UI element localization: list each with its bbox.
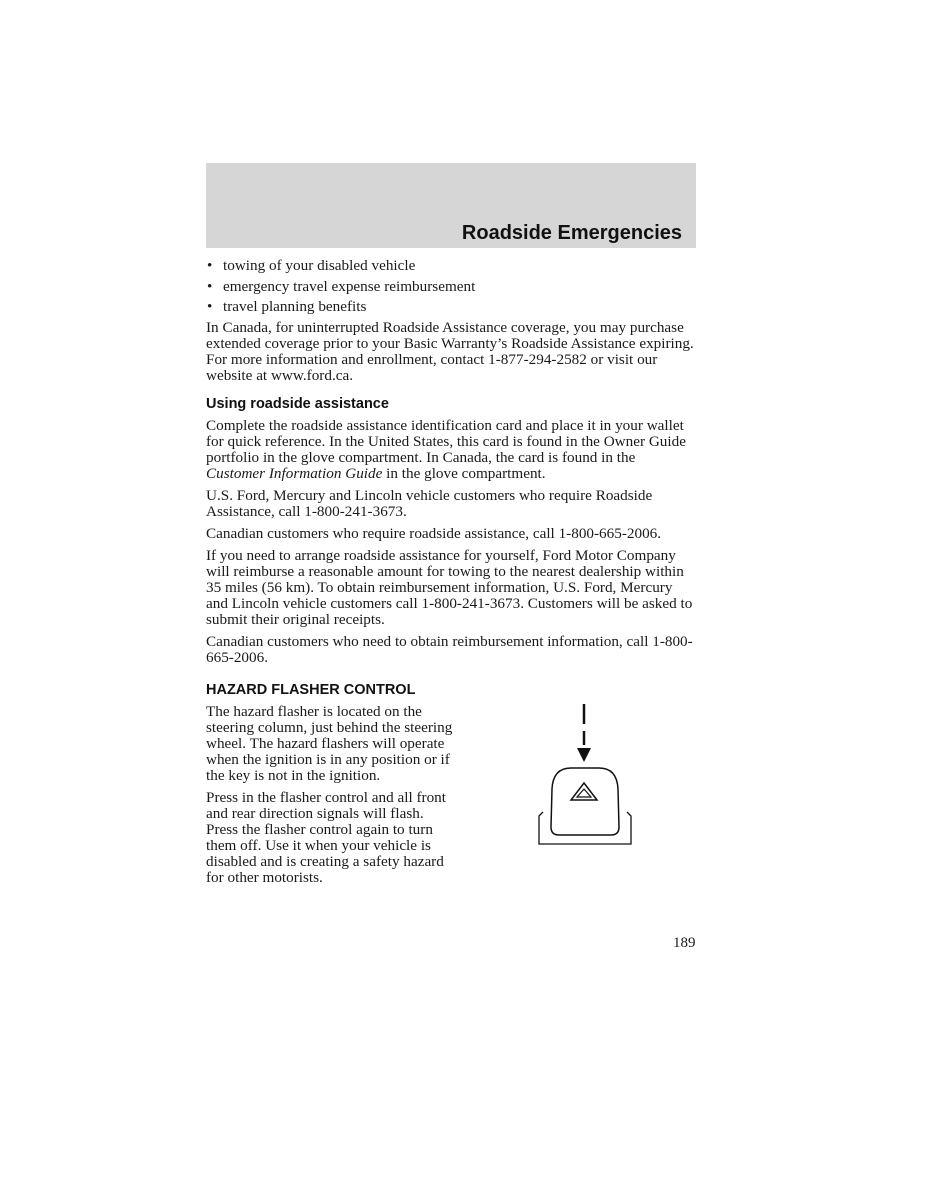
- bullet-icon: •: [207, 277, 213, 295]
- hazard-flasher-heading: HAZARD FLASHER CONTROL: [206, 681, 416, 698]
- section-title: Roadside Emergencies: [461, 222, 682, 244]
- dashed-arrow-icon: [577, 704, 591, 762]
- page-number: 189: [673, 935, 696, 951]
- us-customers-paragraph: U.S. Ford, Mercury and Lincoln vehicle customers who require Roadside Assistance, call 1-800-241-3673.: [206, 486, 653, 520]
- canadian-reimbursement-paragraph: Canadian customers who need to obtain reimbursement information, call 1-800-665-2006.: [206, 632, 693, 666]
- hazard-text-column: [206, 704, 456, 886]
- hazard-usage-paragraph: Press in the flasher control and all front and rear direction signals will flash. Press the flasher control again to turn them off. Use it when your vehicle is disabled and is creating a safety hazard for other motorists.: [206, 788, 446, 886]
- identification-card-paragraph: Complete the roadside assistance identification card and place it in your wallet for quick reference. In the United States, this card is found in the Owner Guide portfolio in the glove compartment. In Canada, the card is found in the Customer Information Guide in the glove compartment.: [206, 416, 686, 482]
- hazard-button-icon: [539, 768, 631, 844]
- canada-coverage-paragraph: In Canada, for uninterrupted Roadside Assistance coverage, you may purchase extended coverage prior to your Basic Warranty’s Roadside Assistance expiring. For more information and enrollment, contact 1-877-294-2582 or visit our website at www.ford.ca.: [206, 318, 694, 384]
- hazard-location-paragraph: The hazard flasher is located on the steering column, just behind the steering wheel. The hazard flashers will operate when the ignition is in any position or if the key is not in the ignition.: [206, 702, 453, 784]
- bullet-icon: •: [207, 257, 213, 274]
- benefits-list: [206, 258, 696, 315]
- list-item: • emergency travel expense reimbursement: [207, 277, 476, 295]
- bullet-icon: •: [207, 298, 213, 315]
- hazard-flasher-section: [206, 682, 696, 886]
- list-item: • towing of your disabled vehicle: [207, 257, 416, 274]
- section-header: [206, 163, 696, 248]
- list-item: • travel planning benefits: [207, 298, 367, 315]
- hazard-flasher-illustration: [531, 704, 641, 864]
- canadian-customers-paragraph: Canadian customers who require roadside assistance, call 1-800-665-2006.: [206, 524, 662, 542]
- using-roadside-heading: Using roadside assistance: [206, 395, 389, 412]
- page-content: [206, 258, 696, 892]
- reimbursement-paragraph: If you need to arrange roadside assistance for yourself, Ford Motor Company will reimburse a reasonable amount for towing to the nearest dealership within 35 miles (56 km). To obtain reimbursement information, U.S. Ford, Mercury and Lincoln vehicle customers call 1-800-241-3673. Customers will be asked to submit their original receipts.: [206, 546, 693, 628]
